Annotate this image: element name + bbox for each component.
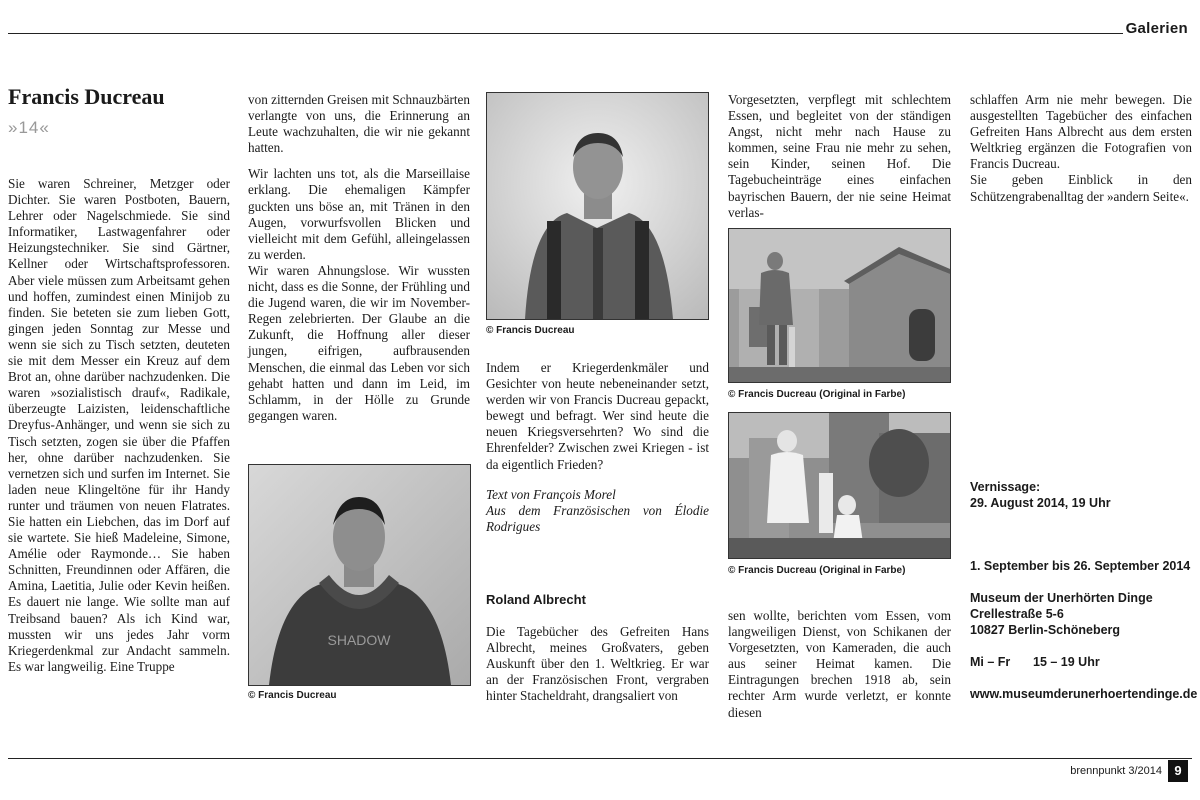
col4-paragraph-top: Vorgesetzten, verpflegt mit schlechtem Essen, und begleitet von der ständigen Angst, nicht mehr nach Hause zu kommen, seine Frau nie mehr zu sehen, sein Kinder, seinen Hof. Die Tagebucheinträge eines einfachen bayrischen Bauern, der nie seine Heimat verlas- [728,92,951,220]
translation-credit: Aus dem Französischen von Élodie Rodrigues [486,502,709,534]
vernissage-date: 29. August 2014, 19 Uhr [970,496,1111,510]
article-title: Francis Ducreau [8,84,165,109]
col4-paragraph-bottom: sen wollte, berichten vom Essen, vom langweiligen Dienst, von Schikanen der Vorgesetzten, von Kameraden, die auch aus seiner Heimat kamen. Die Eintragungen brechen 1918 ab, sein rechter Arm wurde verletzt, er konnte diesen [728,608,951,720]
venue-name: Museum der Unerhörten Dinge [970,591,1153,605]
page-number: 9 [1168,760,1188,782]
portrait-cardigan-photo [486,92,709,320]
col5-paragraph-1: schlaffen Arm nie mehr bewegen. Die ausgestellten Tagebücher des einfachen Gefreiten Hans Albrecht aus dem ersten Weltkrieg ergänzen die Fotografien von Francis Ducreau. [970,92,1192,172]
column-4-top [728,92,951,221]
col2-paragraph-1: von zitternden Greisen mit Schnauzbärten verlangte von uns, die Erinnerung an Leute wachzuhalten, die wir nie gekannt hatten. [248,92,470,156]
venue-street: Crellestraße 5-6 [970,607,1064,621]
photo3-caption: © Francis Ducreau (Original in Farbe) [728,389,906,400]
column-3 [486,360,709,535]
article-subtitle: »14« [8,118,50,137]
col3-paragraph-2: Die Tagebücher des Gefreiten Hans Albrecht, meines Großvaters, geben Auskunft über den 1. Weltkrieg. Er war an der Französischen Front, vergraben hinter Stacheldraht, drangsaliert von [486,624,709,704]
top-rule [8,33,1123,34]
col2-paragraph-3: Wir waren Ahnungslose. Wir wussten nicht, dass es die Sonne, der Frühling und die Jugend waren, die wir im November-Regen zelebrierten. Der Glaube an die Zukunft, die Hoffnung aller dieser jungen, eifrigen, aufbrausenden Menschen, die einmal das Leben vor sich gehabt hatten und dann im Leid, im Schlamm, in der Hölle zu Grunde gegangen waren. [248,262,470,423]
venue-city: 10827 Berlin-Schöneberg [970,623,1121,637]
portrait-hoodie-image [249,465,470,685]
photo4-caption: © Francis Ducreau (Original in Farbe) [728,565,906,576]
photo2-caption: © Francis Ducreau [486,325,575,336]
section-label: Galerien [1125,20,1188,37]
website-link[interactable]: www.museumderunerhoertendinge.de [970,687,1198,701]
portrait-hoodie-photo [248,464,471,686]
author-heading: Roland Albrecht [486,592,586,607]
col2-paragraph-2: Wir lachten uns tot, als die Marseillaise erklang. Die ehemaligen Kämpfer guckten uns böse an, mit Tränen in den Augen, vorwurfsvollen Blicken und vielleicht mit dem Gefühl, alleingelassen zu werden. [248,166,470,262]
column-2 [248,92,470,424]
bottom-rule [8,758,1192,759]
memorial-stone-image [729,413,950,558]
exhibition-dates: 1. September bis 26. September 2014 [970,559,1191,573]
column-1 [8,176,230,675]
col3-paragraph-1: Indem er Kriegerdenkmäler und Gesichter von heute nebeneinander setzt, werden wir von Francis Ducreau gepackt, bewegt und befragt. Wer sind heute die neuen Kriegsversehrten? Wo sind die Ehrenfelder? Zwischen zwei Kriegen - ist da eigentlich Frieden? [486,360,709,472]
photo1-caption: © Francis Ducreau [248,690,337,701]
opening-days: Mi – Fr [970,655,1011,669]
text-credit: Text von François Morel [486,486,616,502]
opening-hours: 15 – 19 Uhr [1033,655,1100,669]
portrait-cardigan-image [487,93,708,319]
magazine-issue: brennpunkt 3/2014 [1070,765,1162,777]
vernissage-label: Vernissage: [970,480,1041,494]
svg-text:SHADOW: SHADOW [327,632,391,648]
memorial-church-photo [728,228,951,383]
column-5 [970,92,1192,205]
col5-paragraph-2: Sie geben Einblick in den Schützengrabenalltag der »andern Seite«. [970,172,1192,204]
memorial-stone-photo [728,412,951,559]
col1-text: Sie waren Schreiner, Metzger oder Dichter. Sie waren Postboten, Bauern, Lehrer oder Nagelschmiede. Sie sind Informatiker, Lastwagenfahrer oder Heizungstechniker. Sie sind Gärtner, Kellner oder Wirtschaftsprofessoren. Aber viele müssen zum Arbeitsamt gehen und hoffen, zumindest einen Minijob zu finden. Sie beteten sie zum lieben Gott, gingen jeden Sonntag zur Messe und wenn sie sich zu Tisch setzten, deuteten sie mit dem Messer ein Kreuz auf dem Brot an, ohne darüber nachzudenken. Die waren »sozialistisch drauf«, Radikale, überzeugte Laizisten, leidenschaftliche Dreyfus-Anhänger, und wenn sie sich zu Tisch setzten, zogen sie über die Pfaffen her, ohne darüber nachzudenken. Sie vernetzen sich und surfen im Internet. Sie laden neue Klingeltöne für ihr Handy runter und träumen von neuen Flatrates. Sie hatten ein Liebchen, das im Dorf auf sie wartete. Sie hieß Madeleine, Simone, Amélie oder Raymonde… Sie haben Schnitten, Freundinnen oder Affären, die Amina, Laetitia, Julie oder Kevin heißen. Es dauert nie lange. Wie sollte man auf Treibsand bauen? Als ich Kind war, mussten wir uns jedes Jahr vorm Kriegerdenkmal zur Andacht sammeln. Es war langweilig. Eine Truppe [8,176,230,674]
memorial-church-image [729,229,950,382]
column-3-lower [486,624,709,704]
column-4-bottom [728,608,951,721]
